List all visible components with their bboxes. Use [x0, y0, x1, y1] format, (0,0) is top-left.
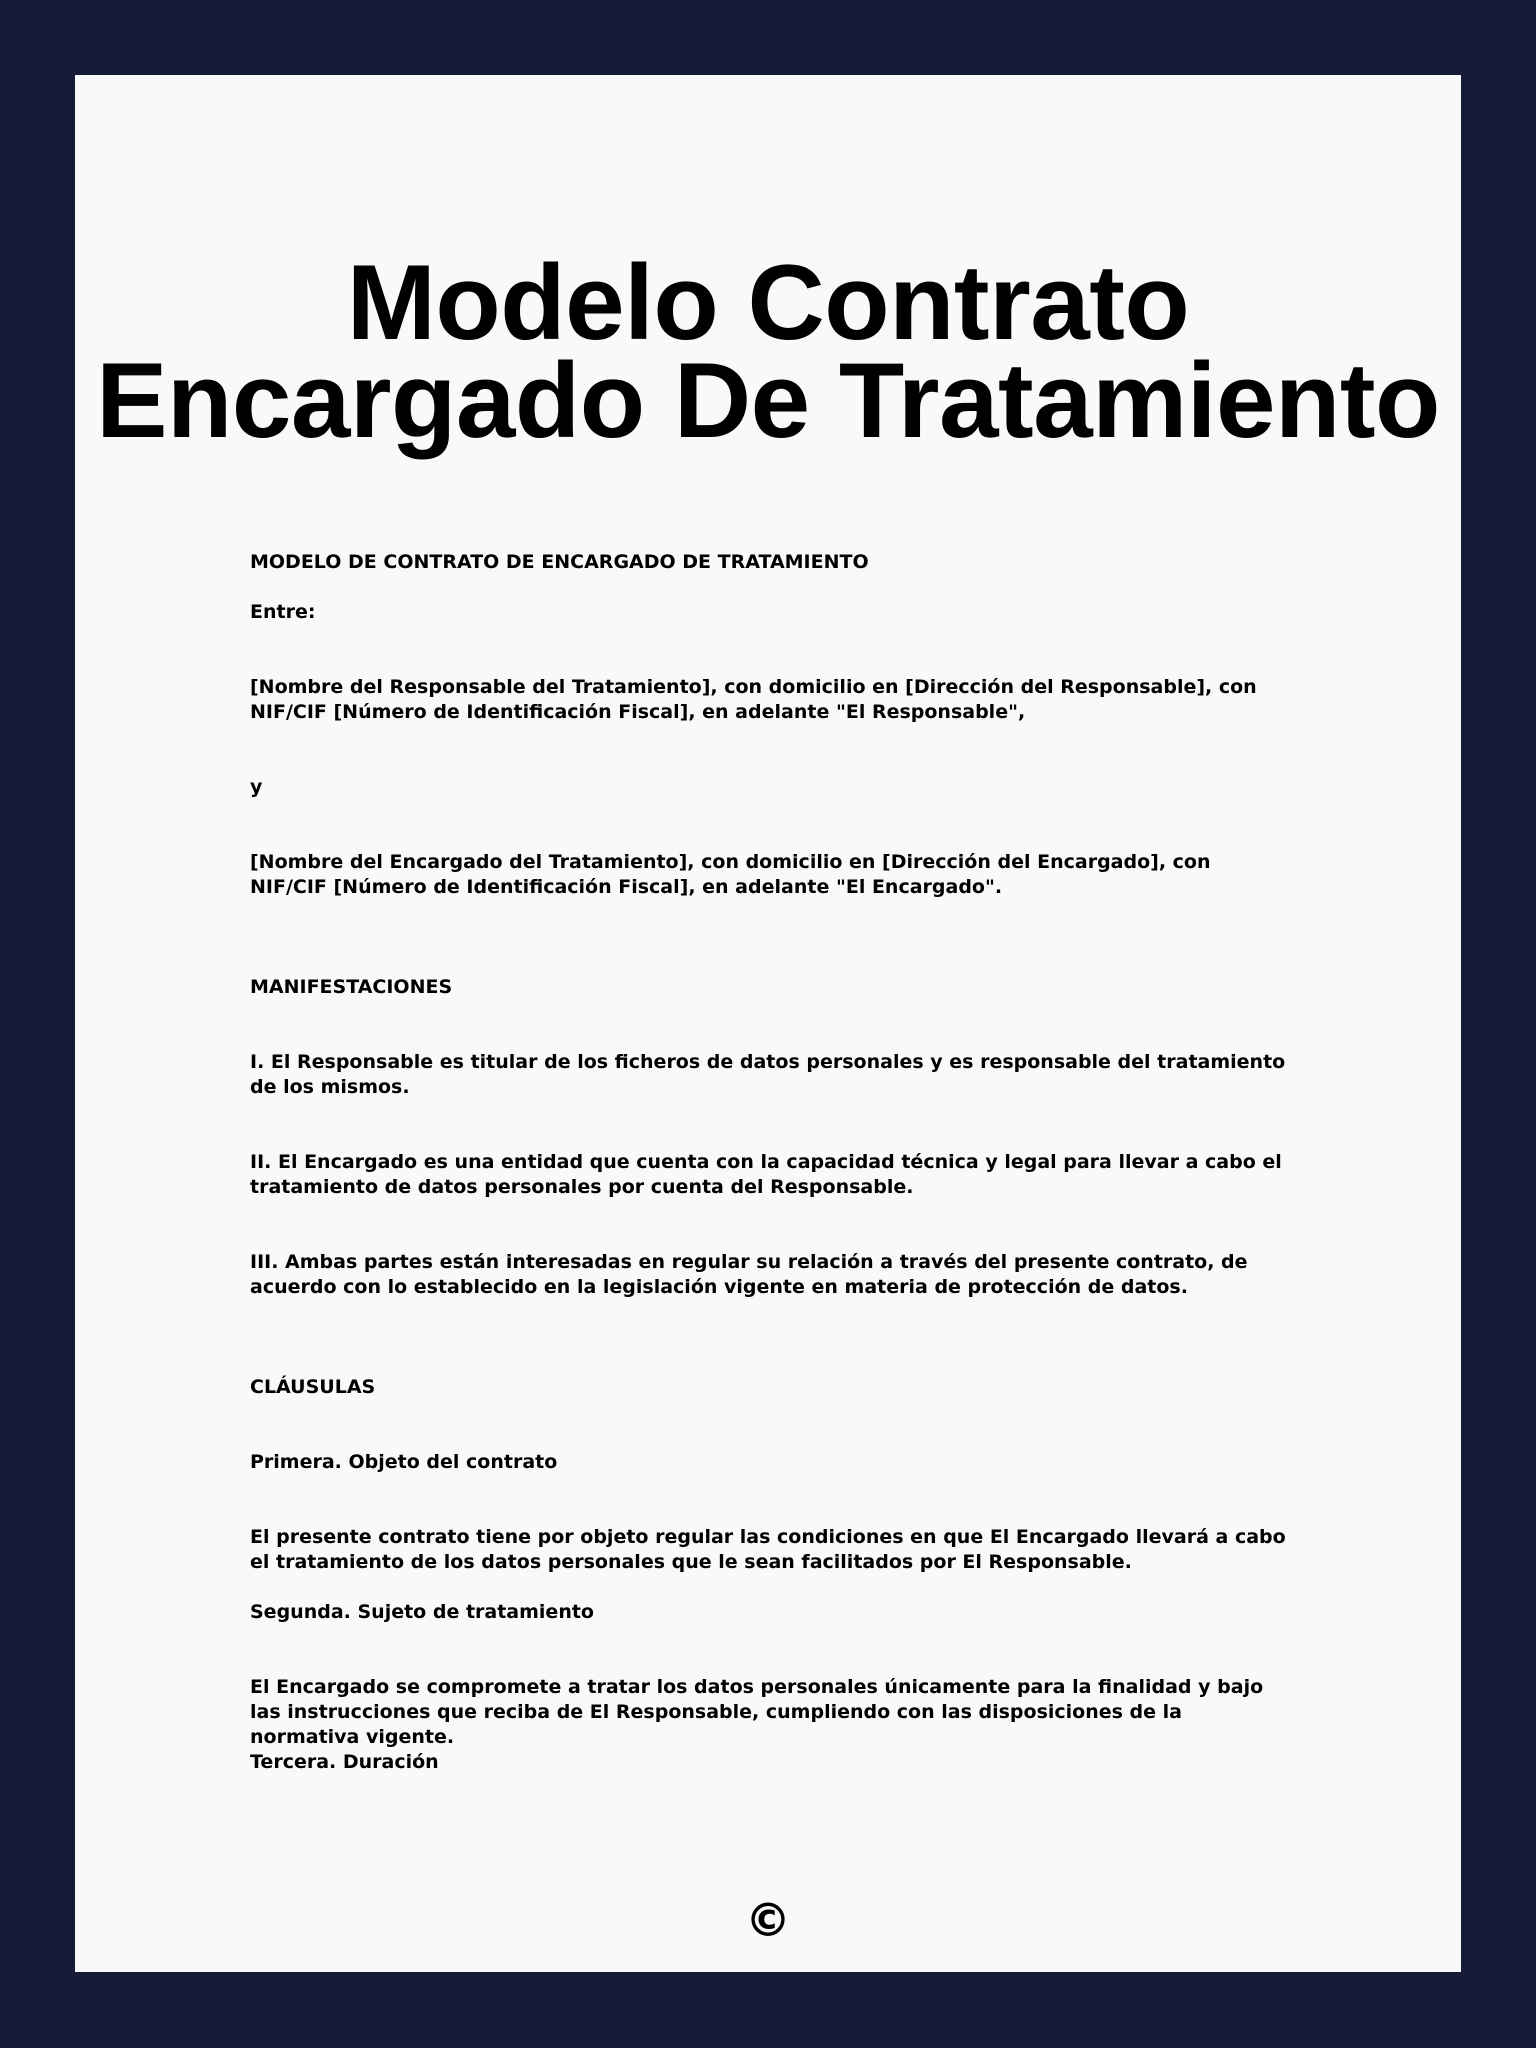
document-title: Modelo Contrato Encargado De Tratamiento — [96, 242, 1440, 460]
and-label: y — [250, 776, 263, 798]
clause-1-text: El presente contrato tiene por objeto regular las condiciones en que El Encargado llevará a cabo el tratamiento de los datos personales que le sean facilitados por El Responsable. — [250, 1526, 1286, 1573]
between-label: Entre: — [250, 601, 316, 623]
copyright-icon: © — [745, 1893, 791, 1947]
clause-1-title: Primera. Objeto del contrato — [250, 1451, 558, 1473]
contract-heading: MODELO DE CONTRATO DE ENCARGADO DE TRATAMIENTO — [250, 551, 869, 573]
manifestations-heading: MANIFESTACIONES — [250, 976, 453, 998]
manifestation-3: III. Ambas partes están interesadas en regular su relación a través del presente contrato, de acuerdo con lo establecido en la legislación vigente en materia de protección de datos. — [250, 1251, 1248, 1298]
party-responsible: [Nombre del Responsable del Tratamiento], con domicilio en [Dirección del Responsable], con NIF/CIF [Número de Identificación Fiscal], en adelante "El Responsable", — [250, 676, 1257, 723]
party-processor: [Nombre del Encargado del Tratamiento], con domicilio en [Dirección del Encargado], con NIF/CIF [Número de Identificación Fiscal], en adelante "El Encargado". — [250, 851, 1211, 898]
manifestation-1: I. El Responsable es titular de los ficheros de datos personales y es responsable del tratamiento de los mismos. — [250, 1051, 1286, 1098]
clauses-heading: CLÁUSULAS — [250, 1376, 376, 1398]
clause-3-title: Tercera. Duración — [250, 1751, 439, 1773]
document-page — [75, 75, 1461, 1972]
clause-2-title: Segunda. Sujeto de tratamiento — [250, 1601, 594, 1623]
manifestation-2: II. El Encargado es una entidad que cuenta con la capacidad técnica y legal para llevar a cabo el tratamiento de datos personales por cuenta del Responsable. — [250, 1151, 1282, 1198]
clause-2-text: El Encargado se compromete a tratar los datos personales únicamente para la finalidad y bajo las instrucciones que reciba de El Responsable, cumpliendo con las disposiciones de la normativa vigente. — [250, 1676, 1264, 1748]
